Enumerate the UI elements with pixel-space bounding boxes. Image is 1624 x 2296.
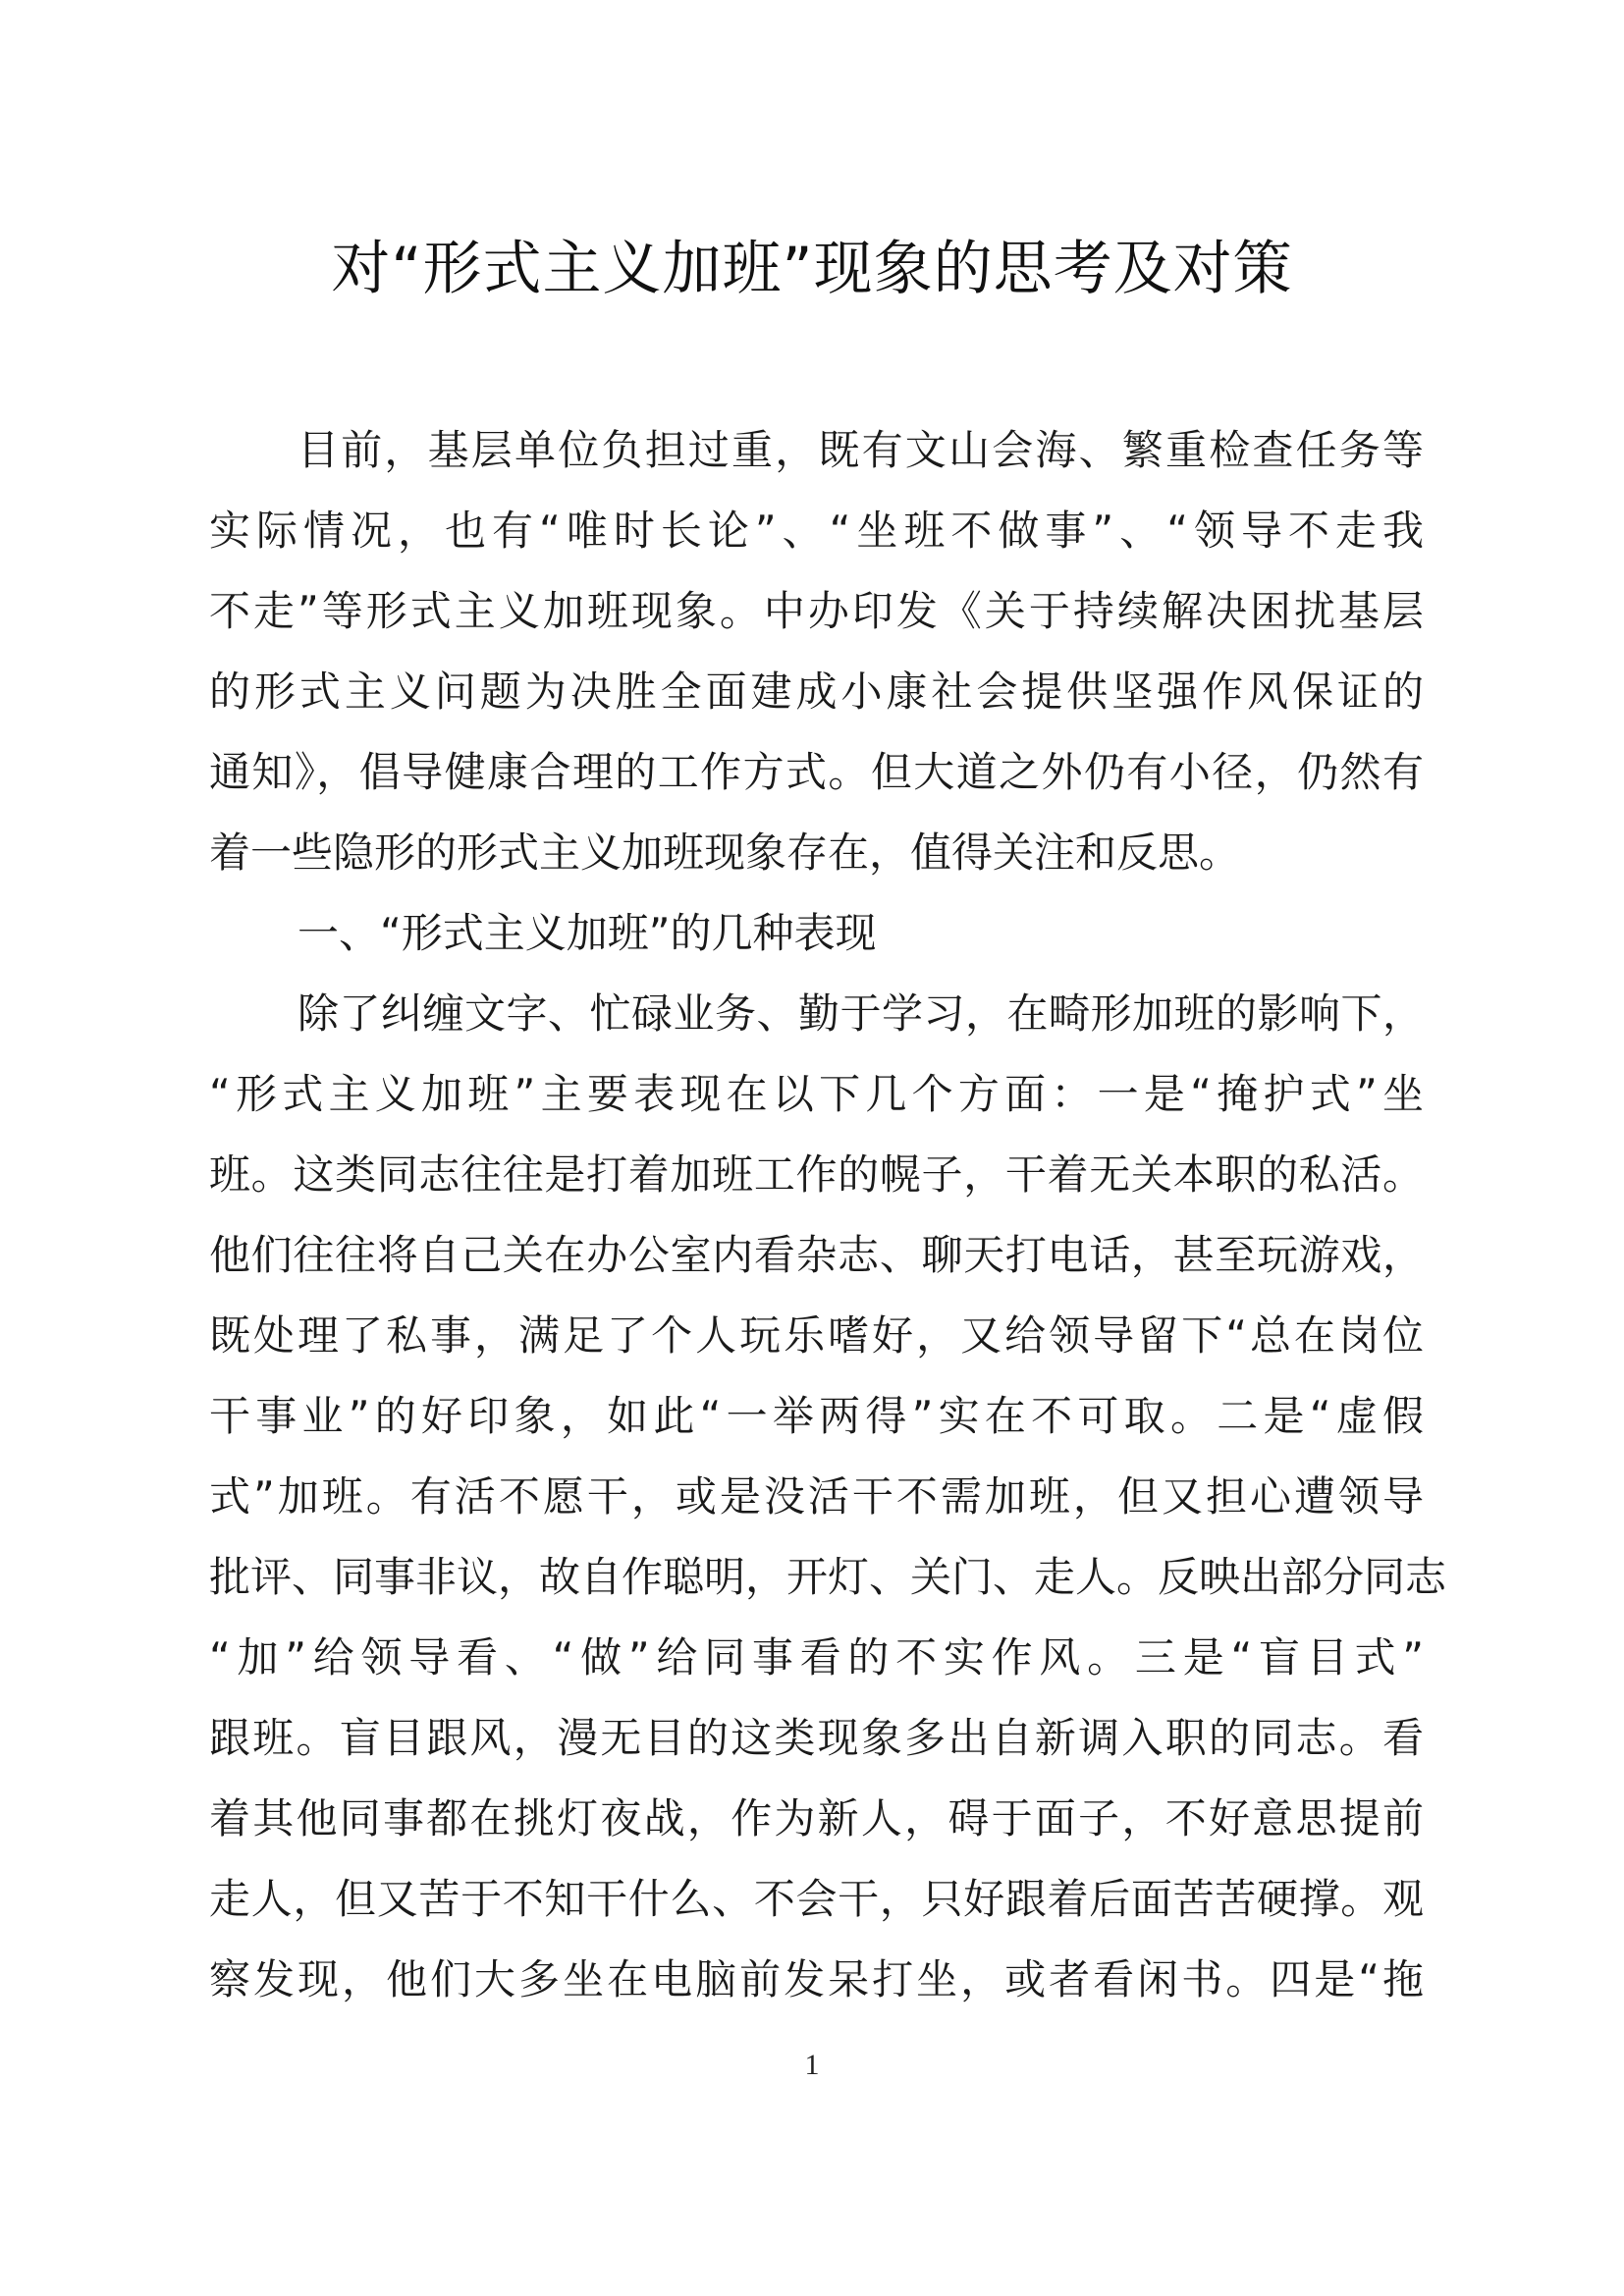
text-line: 跟班。盲目跟风，漫无目的这类现象多出自新调入职的同志。看 [209, 1714, 1424, 1762]
text-line: 批评、同事非议，故自作聪明，开灯、关门、走人。反映出部分同志 [209, 1553, 1447, 1601]
text-line: 通知》，倡导健康合理的工作方式。但大道之外仍有小径，仍然有 [209, 748, 1424, 796]
document-body [209, 410, 1447, 2020]
text-line: 除了纠缠文字、忙碌业务、勤于学习，在畸形加班的影响下， [298, 989, 1424, 1038]
text-line: 班。这类同志往往是打着加班工作的幌子，干着无关本职的私活。 [209, 1150, 1424, 1199]
text-line: 着一些隐形的形式主义加班现象存在，值得关注和反思。 [209, 828, 1241, 877]
text-line: “形式主义加班”主要表现在以下几个方面：一是“掩护式”坐 [209, 1070, 1424, 1118]
text-line: 目前，基层单位负担过重，既有文山会海、繁重检查任务等 [298, 426, 1424, 474]
text-line: 不走”等形式主义加班现象。中办印发《关于持续解决困扰基层 [209, 587, 1424, 635]
text-line: 他们往往将自己关在办公室内看杂志、聊天打电话，甚至玩游戏， [209, 1231, 1424, 1279]
page-number: 1 [804, 2049, 820, 2081]
text-line: 实际情况，也有“唯时长论”、“坐班不做事”、“领导不走我 [209, 507, 1424, 555]
text-line: 着其他同事都在挑灯夜战，作为新人，碍于面子，不好意思提前 [209, 1794, 1424, 1842]
section-heading: 一、“形式主义加班”的几种表现 [298, 909, 877, 957]
text-line: 式”加班。有活不愿干，或是没活干不需加班，但又担心遭领导 [209, 1472, 1424, 1521]
document-title: 对“形式主义加班”现象的思考及对策 [331, 235, 1293, 303]
text-line: 既处理了私事，满足了个人玩乐嗜好，又给领导留下“总在岗位 [209, 1311, 1424, 1360]
text-line: 干事业”的好印象，如此“一举两得”实在不可取。二是“虚假 [209, 1392, 1424, 1440]
text-line: “加”给领导看、“做”给同事看的不实作风。三是“盲目式” [209, 1633, 1424, 1682]
text-line: 走人，但又苦于不知干什么、不会干，只好跟着后面苦苦硬撑。观 [209, 1875, 1424, 1923]
text-line: 察发现，他们大多坐在电脑前发呆打坐，或者看闲书。四是“拖 [209, 1955, 1424, 2003]
text-line: 的形式主义问题为决胜全面建成小康社会提供坚强作风保证的 [209, 667, 1424, 716]
